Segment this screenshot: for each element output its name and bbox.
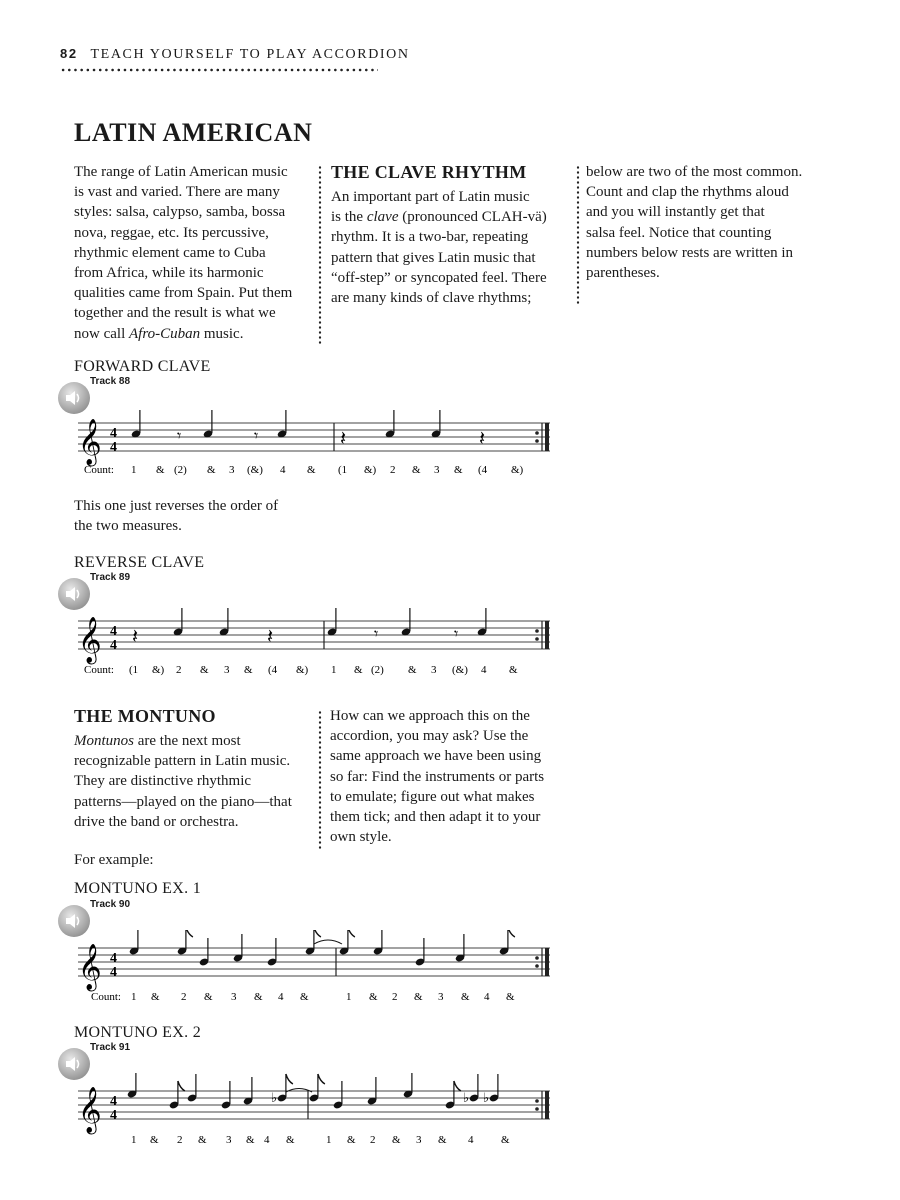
treble-clef-icon: 𝄞 — [78, 1087, 102, 1132]
count-syllable: 2 — [392, 991, 398, 1003]
eighth-rest-icon: 𝄾 — [177, 428, 182, 445]
quarter-rest-icon: 𝄽 — [479, 428, 486, 450]
quarter-note — [203, 410, 213, 439]
clave-line: An important part of Latin music — [331, 189, 530, 205]
count-syllable: & — [150, 1134, 159, 1146]
quarter-note — [339, 930, 355, 956]
intro-line: styles: salsa, calypso, samba, bossa — [74, 204, 286, 221]
intro-paragraph — [74, 162, 324, 344]
intro-line: now call Afro-Cuban music. — [74, 325, 244, 342]
time-sig-bottom: 4 — [110, 965, 117, 980]
count-syllable: 3 — [226, 1134, 232, 1146]
count-syllable: & — [414, 991, 423, 1003]
clave-col3-line: numbers below rests are written in — [586, 244, 794, 261]
count-syllable: 2 — [390, 464, 396, 476]
quarter-note — [305, 930, 321, 956]
count-syllable: & — [200, 664, 209, 676]
count-syllable: (4 — [478, 464, 488, 476]
count-syllable: & — [307, 464, 316, 476]
montuno-heading: THE MONTUNO — [74, 706, 216, 726]
count-syllable: & — [392, 1134, 401, 1146]
intro-line: The range of Latin American music — [74, 164, 288, 180]
reverse-clave-caption: REVERSE CLAVE — [74, 554, 205, 571]
count-syllable: & — [501, 1134, 510, 1146]
count-label: Count: — [91, 991, 121, 1003]
count-syllable: 2 — [370, 1134, 376, 1146]
forward-clave-staff — [74, 405, 564, 480]
treble-clef-icon: 𝄞 — [78, 944, 102, 989]
count-syllable: &) — [296, 664, 309, 676]
quarter-note — [267, 938, 277, 967]
clave-section — [331, 162, 571, 308]
quarter-note — [403, 1073, 413, 1099]
intro-line: nova, reggae, etc. Its percussive, — [74, 224, 269, 241]
count-syllable: & — [438, 1134, 447, 1146]
column-divider — [318, 710, 322, 850]
count-syllable: & — [509, 664, 518, 676]
quarter-rest-icon: 𝄽 — [267, 626, 274, 648]
count-syllable: 3 — [438, 991, 444, 1003]
reverse-explanation — [74, 496, 324, 536]
count-syllable: 1 — [131, 464, 137, 476]
clave-continued — [586, 162, 836, 283]
quarter-note — [221, 1081, 231, 1110]
clave-heading: THE CLAVE RHYTHM — [331, 162, 527, 182]
reverse-clave-staff — [74, 603, 564, 678]
montuno-col2-line: them tick; and then adapt it to your — [330, 809, 541, 826]
montuno-col2-line: so far: Find the instruments or parts — [330, 768, 545, 785]
treble-clef-icon: 𝄞 — [78, 419, 102, 464]
count-syllable: & — [198, 1134, 207, 1146]
intro-line: qualities came from Spain. Put them — [74, 285, 293, 302]
reverse-note-line: the two measures. — [74, 518, 182, 535]
count-syllable: 4 — [264, 1134, 270, 1146]
count-syllable: & — [347, 1134, 356, 1146]
count-label: Count: — [84, 464, 114, 476]
montuno-line: patterns—played on the piano—that — [74, 793, 292, 810]
quarter-rest-icon: 𝄽 — [132, 626, 139, 648]
clave-col3-line: parentheses. — [586, 265, 660, 282]
quarter-note — [177, 930, 193, 956]
count-syllable: 4 — [481, 664, 487, 676]
montuno-ex2-caption: MONTUNO EX. 2 — [74, 1024, 202, 1041]
intro-line: rhythmic element came to Cuba — [74, 244, 266, 261]
count-syllable: & — [254, 991, 263, 1003]
running-header — [60, 46, 410, 63]
time-sig-top: 4 — [110, 624, 117, 639]
count-syllable: 3 — [431, 664, 437, 676]
intro-line: from Africa, while its harmonic — [74, 265, 264, 282]
count-syllable: & — [506, 991, 515, 1003]
time-sig-top: 4 — [110, 951, 117, 966]
quarter-note — [463, 1074, 479, 1105]
eighth-rest-icon: 𝄾 — [374, 626, 379, 643]
count-syllable: & — [369, 991, 378, 1003]
clave-col3-line: Count and clap the rhythms aloud — [586, 184, 789, 201]
svg-text:♭: ♭ — [463, 1090, 470, 1105]
count-syllable: (&) — [247, 464, 263, 476]
count-syllable: 4 — [278, 991, 284, 1003]
montuno-col2-line: to emulate; figure out what makes — [330, 788, 535, 805]
track-label: Track 90 — [90, 899, 131, 910]
quarter-note — [219, 608, 229, 637]
count-syllable: & — [300, 991, 309, 1003]
count-syllable: 1 — [346, 991, 352, 1003]
count-syllable: (2) — [174, 464, 187, 476]
count-syllable: (&) — [452, 664, 468, 676]
count-syllable: & — [412, 464, 421, 476]
clave-col3-line: below are two of the most common. — [586, 164, 803, 180]
montuno-ex1-caption: MONTUNO EX. 1 — [74, 880, 202, 897]
quarter-note — [431, 410, 441, 439]
montuno-line: They are distinctive rhythmic — [74, 773, 252, 790]
track-label: Track 88 — [90, 376, 131, 387]
quarter-note — [199, 938, 209, 967]
quarter-note — [129, 930, 139, 956]
eighth-rest-icon: 𝄾 — [454, 626, 459, 643]
column-divider — [318, 165, 322, 345]
count-syllable: 2 — [177, 1134, 183, 1146]
quarter-note — [327, 608, 337, 637]
count-syllable: 1 — [131, 1134, 137, 1146]
quarter-note — [131, 410, 141, 439]
quarter-note — [483, 1074, 499, 1105]
montuno-line: recognizable pattern in Latin music. — [74, 753, 291, 770]
count-syllable: & — [408, 664, 417, 676]
count-syllable: &) — [152, 664, 165, 676]
count-syllable: 2 — [181, 991, 187, 1003]
count-syllable: 4 — [280, 464, 286, 476]
clave-line: is the clave (pronounced CLAH-vä) — [331, 209, 547, 226]
count-syllable: & — [246, 1134, 255, 1146]
time-sig-bottom: 4 — [110, 440, 117, 455]
count-syllable: 1 — [331, 664, 337, 676]
clave-col3-line: and you will instantly get that — [586, 204, 765, 221]
quarter-note — [373, 930, 383, 956]
montuno-ex2-staff — [74, 1073, 564, 1148]
count-syllable: & — [204, 991, 213, 1003]
forward-clave-caption: FORWARD CLAVE — [74, 358, 211, 375]
clave-col3-line: salsa feel. Notice that counting — [586, 224, 772, 241]
quarter-note — [127, 1073, 137, 1099]
intro-line: is vast and varied. There are many — [74, 184, 280, 201]
count-syllable: & — [454, 464, 463, 476]
quarter-note — [477, 608, 487, 637]
track-label: Track 89 — [90, 572, 131, 583]
track-label: Track 91 — [90, 1042, 131, 1053]
time-sig-top: 4 — [110, 1094, 117, 1109]
montuno-line: drive the band or orchestra. — [74, 813, 239, 830]
count-syllable: 3 — [231, 991, 237, 1003]
montuno-col2-line: own style. — [330, 829, 392, 846]
count-syllable: & — [354, 664, 363, 676]
count-syllable: &) — [511, 464, 524, 476]
count-syllable: 1 — [131, 991, 137, 1003]
tie — [314, 940, 342, 944]
count-syllable: (1 — [129, 664, 139, 676]
page-number: 82 — [60, 46, 78, 61]
count-syllable: 3 — [224, 664, 230, 676]
eighth-rest-icon: 𝄾 — [254, 428, 259, 445]
montuno-ex1-staff — [74, 930, 564, 1005]
time-sig-bottom: 4 — [110, 638, 117, 653]
clave-line: are many kinds of clave rhythms; — [331, 290, 532, 307]
quarter-note — [333, 1081, 343, 1110]
count-syllable: 2 — [176, 664, 182, 676]
count-syllable: & — [244, 664, 253, 676]
count-syllable: & — [207, 464, 216, 476]
column-divider — [576, 165, 580, 305]
count-syllable: 1 — [326, 1134, 332, 1146]
montuno-section — [74, 706, 319, 832]
page-title: LATIN AMERICAN — [74, 118, 313, 147]
count-syllable: 4 — [484, 991, 490, 1003]
running-title: TEACH YOURSELF TO PLAY ACCORDION — [90, 47, 410, 62]
count-syllable: 3 — [229, 464, 235, 476]
reverse-note-line: This one just reverses the order of — [74, 498, 279, 514]
header-dotted-rule — [60, 68, 378, 72]
count-syllable: & — [156, 464, 165, 476]
count-syllable: (1 — [338, 464, 348, 476]
count-syllable: 3 — [434, 464, 440, 476]
for-example: For example: — [74, 852, 154, 868]
svg-text:♭: ♭ — [271, 1090, 278, 1105]
count-syllable: &) — [364, 464, 377, 476]
quarter-note — [415, 938, 425, 967]
montuno-approach — [330, 706, 575, 847]
montuno-line: Montunos are the next most — [74, 733, 241, 749]
clave-line: rhythm. It is a two-bar, repeating — [331, 229, 529, 246]
quarter-note — [401, 608, 411, 637]
count-syllable: 3 — [416, 1134, 422, 1146]
count-syllable: & — [286, 1134, 295, 1146]
montuno-col2-line: same approach we have been using — [330, 748, 542, 765]
clave-line: pattern that gives Latin music that — [331, 249, 536, 266]
quarter-note — [187, 1074, 197, 1103]
quarter-note — [173, 608, 183, 637]
count-syllable: (2) — [371, 664, 384, 676]
count-syllable: & — [151, 991, 160, 1003]
count-syllable: & — [461, 991, 470, 1003]
quarter-note — [271, 1074, 293, 1105]
montuno-col2-line: How can we approach this on the — [330, 708, 530, 724]
count-syllable: (4 — [268, 664, 278, 676]
quarter-rest-icon: 𝄽 — [340, 428, 347, 450]
quarter-note — [385, 410, 395, 439]
count-syllable: 4 — [468, 1134, 474, 1146]
intro-line: together and the result is what we — [74, 305, 276, 322]
time-sig-bottom: 4 — [110, 1108, 117, 1123]
clave-line: “off-step” or syncopated feel. There — [331, 269, 547, 286]
treble-clef-icon: 𝄞 — [78, 617, 102, 662]
svg-text:♭: ♭ — [483, 1090, 490, 1105]
quarter-note — [277, 410, 287, 439]
time-sig-top: 4 — [110, 426, 117, 441]
quarter-note — [499, 930, 515, 956]
count-label: Count: — [84, 664, 114, 676]
montuno-col2-line: accordion, you may ask? Use the — [330, 728, 529, 745]
